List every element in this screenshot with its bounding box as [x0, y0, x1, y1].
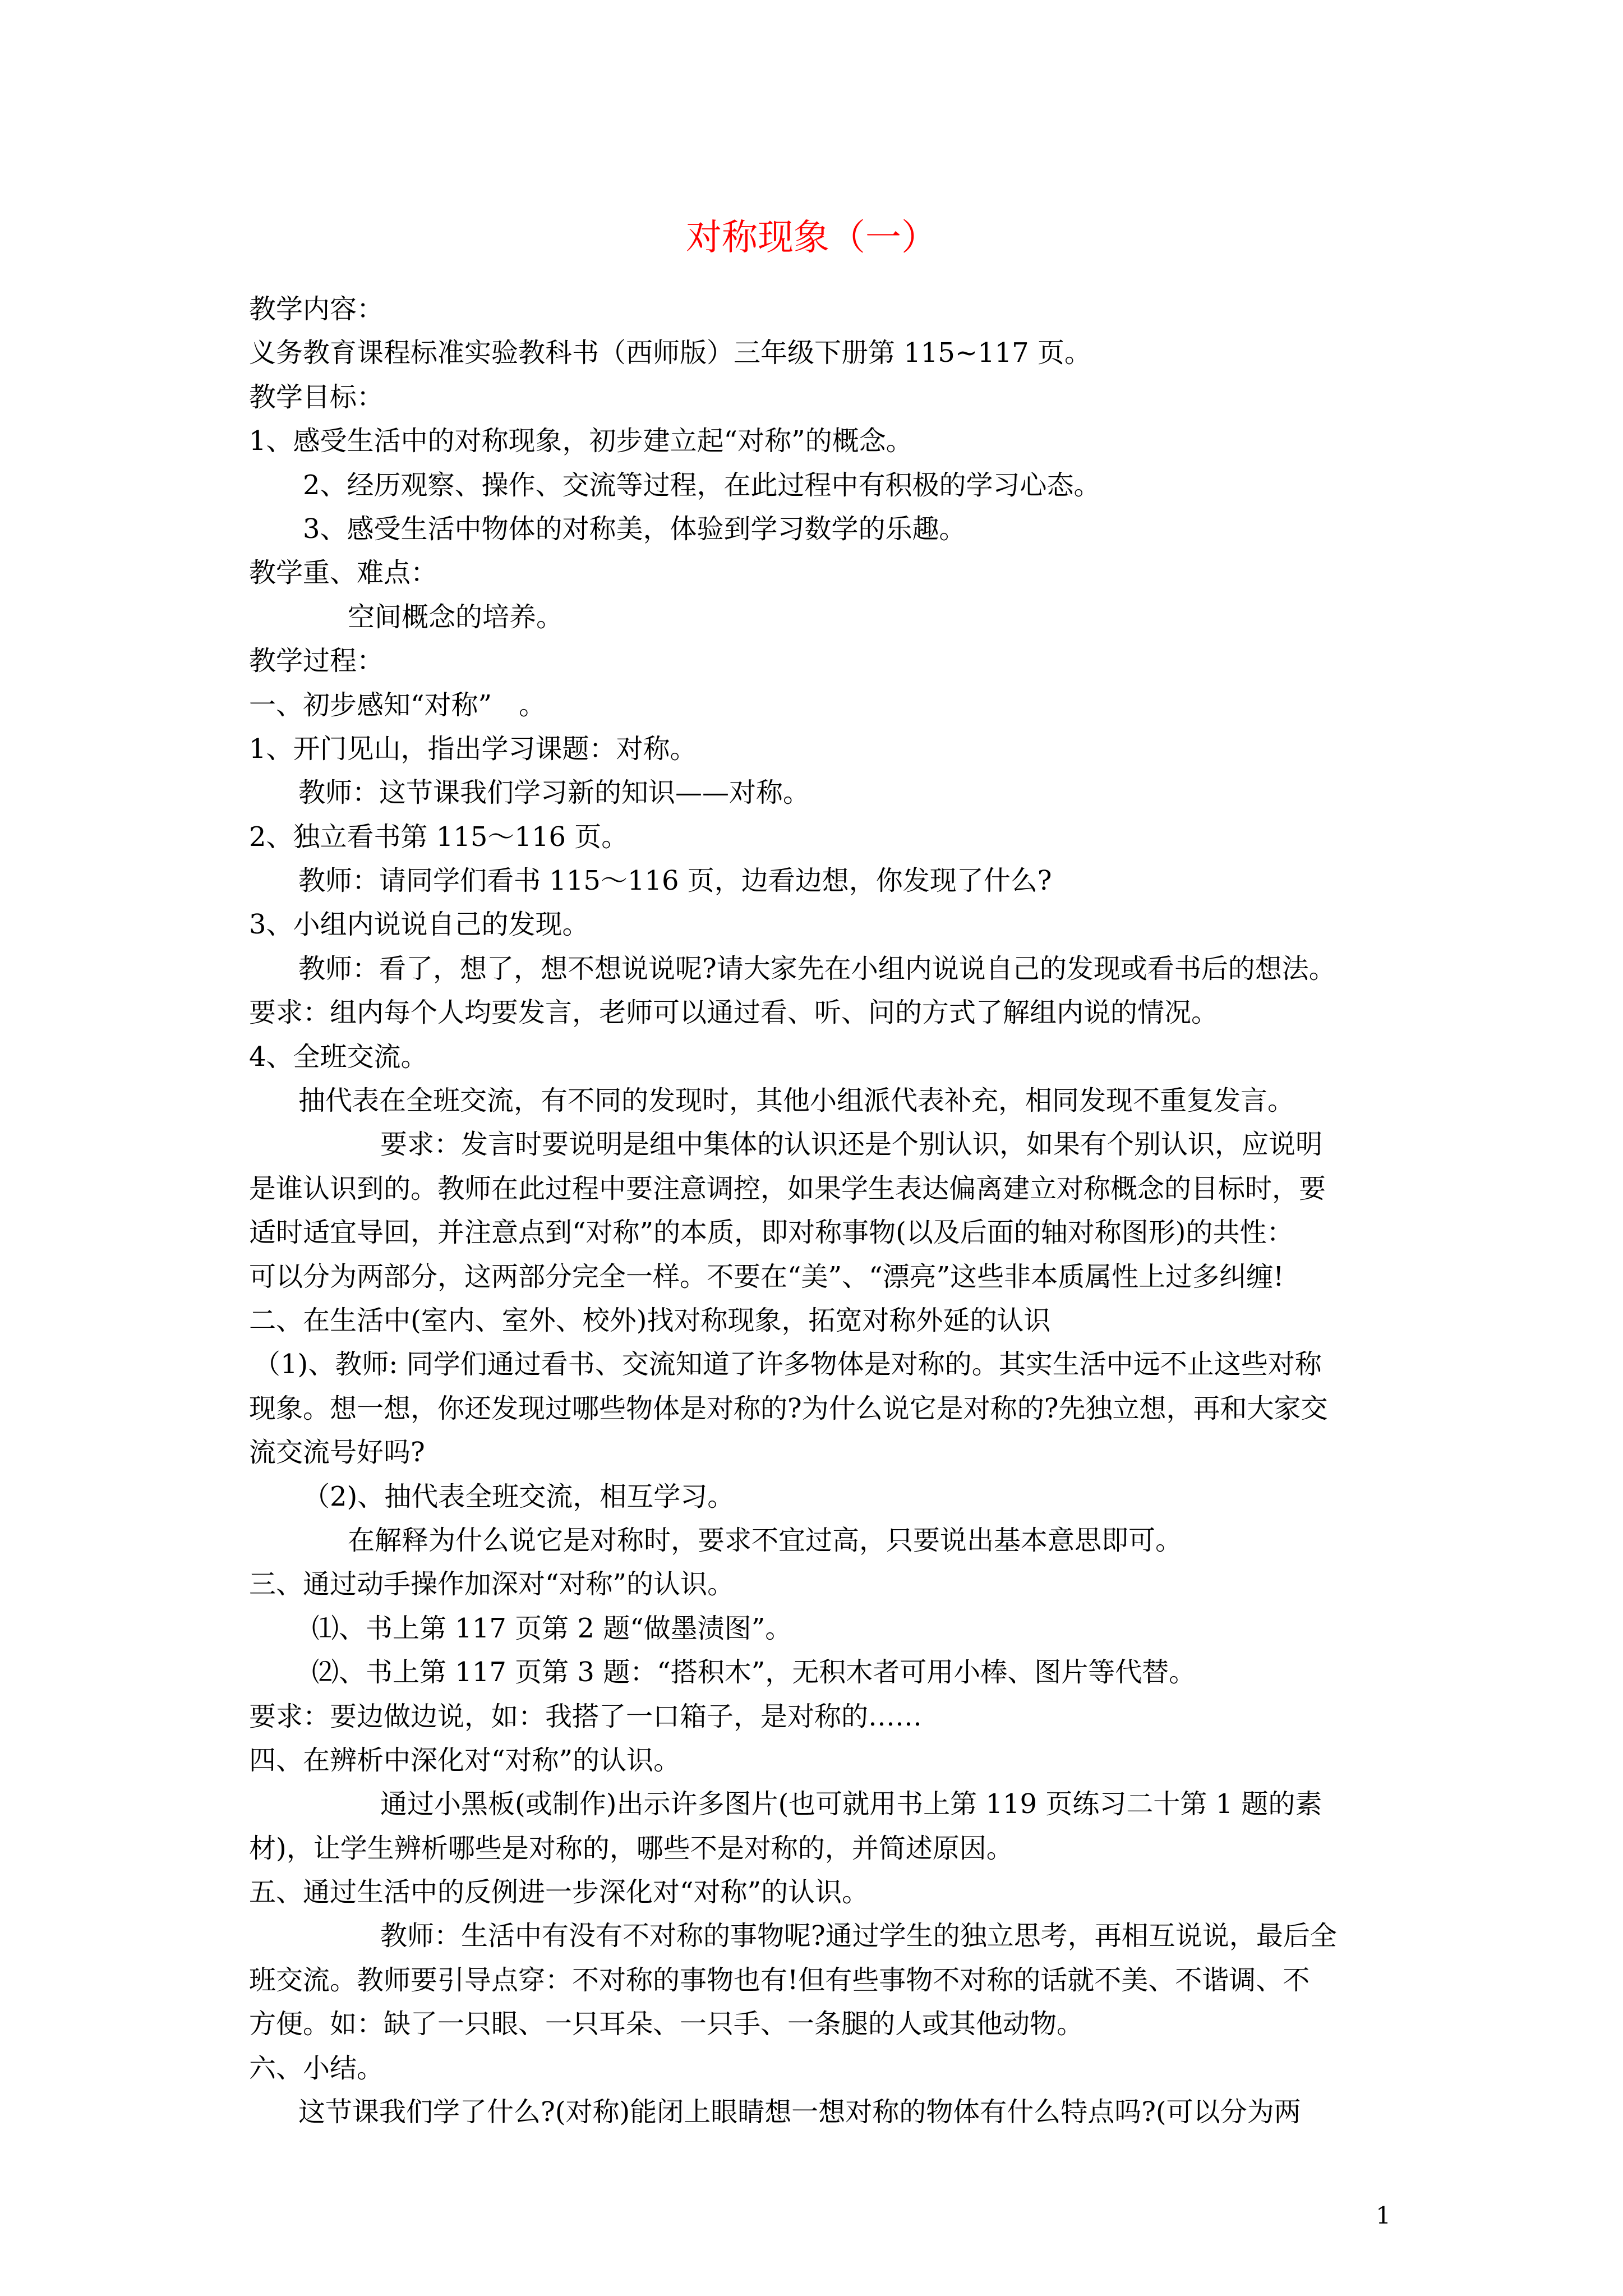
paragraph-line: 流交流号好吗? — [249, 1437, 425, 1469]
document-body — [249, 287, 1393, 2134]
paragraph-line: 义务教育课程标准实验教科书（西师版）三年级下册第 115~117 页。 — [249, 337, 1091, 369]
paragraph-line: 班交流。教师要引导点穿：不对称的事物也有!但有些事物不对称的话就不美、不谐调、不 — [249, 1964, 1310, 1996]
page-number: 1 — [1376, 2202, 1391, 2229]
paragraph-line: 教师：看了，想了，想不想说说呢?请大家先在小组内说说自己的发现或看书后的想法。 — [298, 953, 1336, 984]
section-heading: 二、在生活中(室内、室外、校外)找对称现象，拓宽对称外延的认识 — [249, 1304, 1051, 1336]
paragraph-line: 教师：生活中有没有不对称的事物呢?通过学生的独立思考，再相互说说，最后全 — [380, 1920, 1337, 1952]
paragraph-line: 这节课我们学了什么?(对称)能闭上眼睛想一想对称的物体有什么特点吗?(可以分为两 — [298, 2096, 1301, 2128]
paragraph-line: 方便。如：缺了一只眼、一只耳朵、一只手、一条腿的人或其他动物。 — [249, 2008, 1084, 2040]
paragraph-line: 要求：要边做边说，如：我搭了一口箱子，是对称的…… — [249, 1700, 923, 1732]
paragraph-line: ⑵、书上第 117 页第 3 题：“搭积木”，无积木者可用小棒、图片等代替。 — [312, 1657, 1196, 1688]
paragraph-line: 通过小黑板(或制作)出示许多图片(也可就用书上第 119 页练习二十第 1 题的素 — [380, 1788, 1322, 1820]
paragraph-line: 教师：请同学们看书 115～116 页，边看边想，你发现了什么? — [298, 865, 1052, 897]
paragraph-line: 材)，让学生辨析哪些是对称的，哪些不是对称的，并简述原因。 — [249, 1832, 1013, 1864]
paragraph-line: ⑴、书上第 117 页第 2 题“做墨渍图”。 — [312, 1612, 792, 1644]
paragraph-line: 现象。想一想，你还发现过哪些物体是对称的?为什么说它是对称的?先独立想，再和大家交 — [249, 1392, 1328, 1424]
heading-teaching-process: 教学过程： — [249, 645, 384, 677]
goal-item: 2、经历观察、操作、交流等过程，在此过程中有积极的学习心态。 — [303, 469, 1101, 501]
step-item: 1、开门见山，指出学习课题：对称。 — [249, 733, 697, 765]
paragraph-line: 可以分为两部分，这两部分完全一样。不要在“美”、“漂亮”这些非本质属性上过多纠缠! — [249, 1260, 1284, 1292]
paragraph-line: （1)、教师: 同学们通过看书、交流知道了许多物体是对称的。其实生活中远不止这些对称 — [253, 1349, 1322, 1381]
step-item: 2、独立看书第 115～116 页。 — [249, 821, 629, 853]
step-item: 3、小组内说说自己的发现。 — [249, 909, 589, 941]
paragraph-line: 要求：组内每个人均要发言，老师可以通过看、听、问的方式了解组内说的情况。 — [249, 997, 1219, 1029]
step-item: 4、全班交流。 — [249, 1041, 428, 1073]
paragraph-line: （2)、抽代表全班交流，相互学习。 — [303, 1480, 735, 1512]
section-heading: 一、初步感知“对称” 。 — [249, 689, 546, 721]
paragraph-line: 空间概念的培养。 — [348, 601, 564, 633]
paragraph-line: 适时适宜导回，并注意点到“对称”的本质，即对称事物(以及后面的轴对称图形)的共性： — [249, 1217, 1294, 1249]
document-title: 对称现象（一） — [686, 217, 937, 259]
paragraph-line: 是谁认识到的。教师在此过程中要注意调控，如果学生表达偏离建立对称概念的目标时，要 — [249, 1172, 1326, 1204]
section-heading: 五、通过生活中的反例进一步深化对“对称”的认识。 — [249, 1876, 869, 1908]
paragraph-line: 在解释为什么说它是对称时，要求不宜过高，只要说出基本意思即可。 — [348, 1524, 1183, 1556]
section-heading: 三、通过动手操作加深对“对称”的认识。 — [249, 1568, 735, 1600]
goal-item: 3、感受生活中物体的对称美，体验到学习数学的乐趣。 — [303, 513, 966, 545]
section-heading: 四、在辨析中深化对“对称”的认识。 — [249, 1744, 681, 1776]
paragraph-line: 教师：这节课我们学习新的知识——对称。 — [298, 777, 810, 809]
heading-key-points: 教学重、难点： — [249, 557, 438, 589]
section-heading: 六、小结。 — [249, 2052, 384, 2084]
paragraph-line: 要求：发言时要说明是组中集体的认识还是个别认识，如果有个别认识，应说明 — [380, 1129, 1323, 1161]
heading-teaching-goals: 教学目标： — [249, 381, 384, 413]
paragraph-line: 抽代表在全班交流，有不同的发现时，其他小组派代表补充，相同发现不重复发言。 — [298, 1085, 1295, 1117]
heading-teaching-content: 教学内容： — [249, 293, 384, 325]
goal-item: 1、感受生活中的对称现象，初步建立起“对称”的概念。 — [249, 425, 913, 457]
